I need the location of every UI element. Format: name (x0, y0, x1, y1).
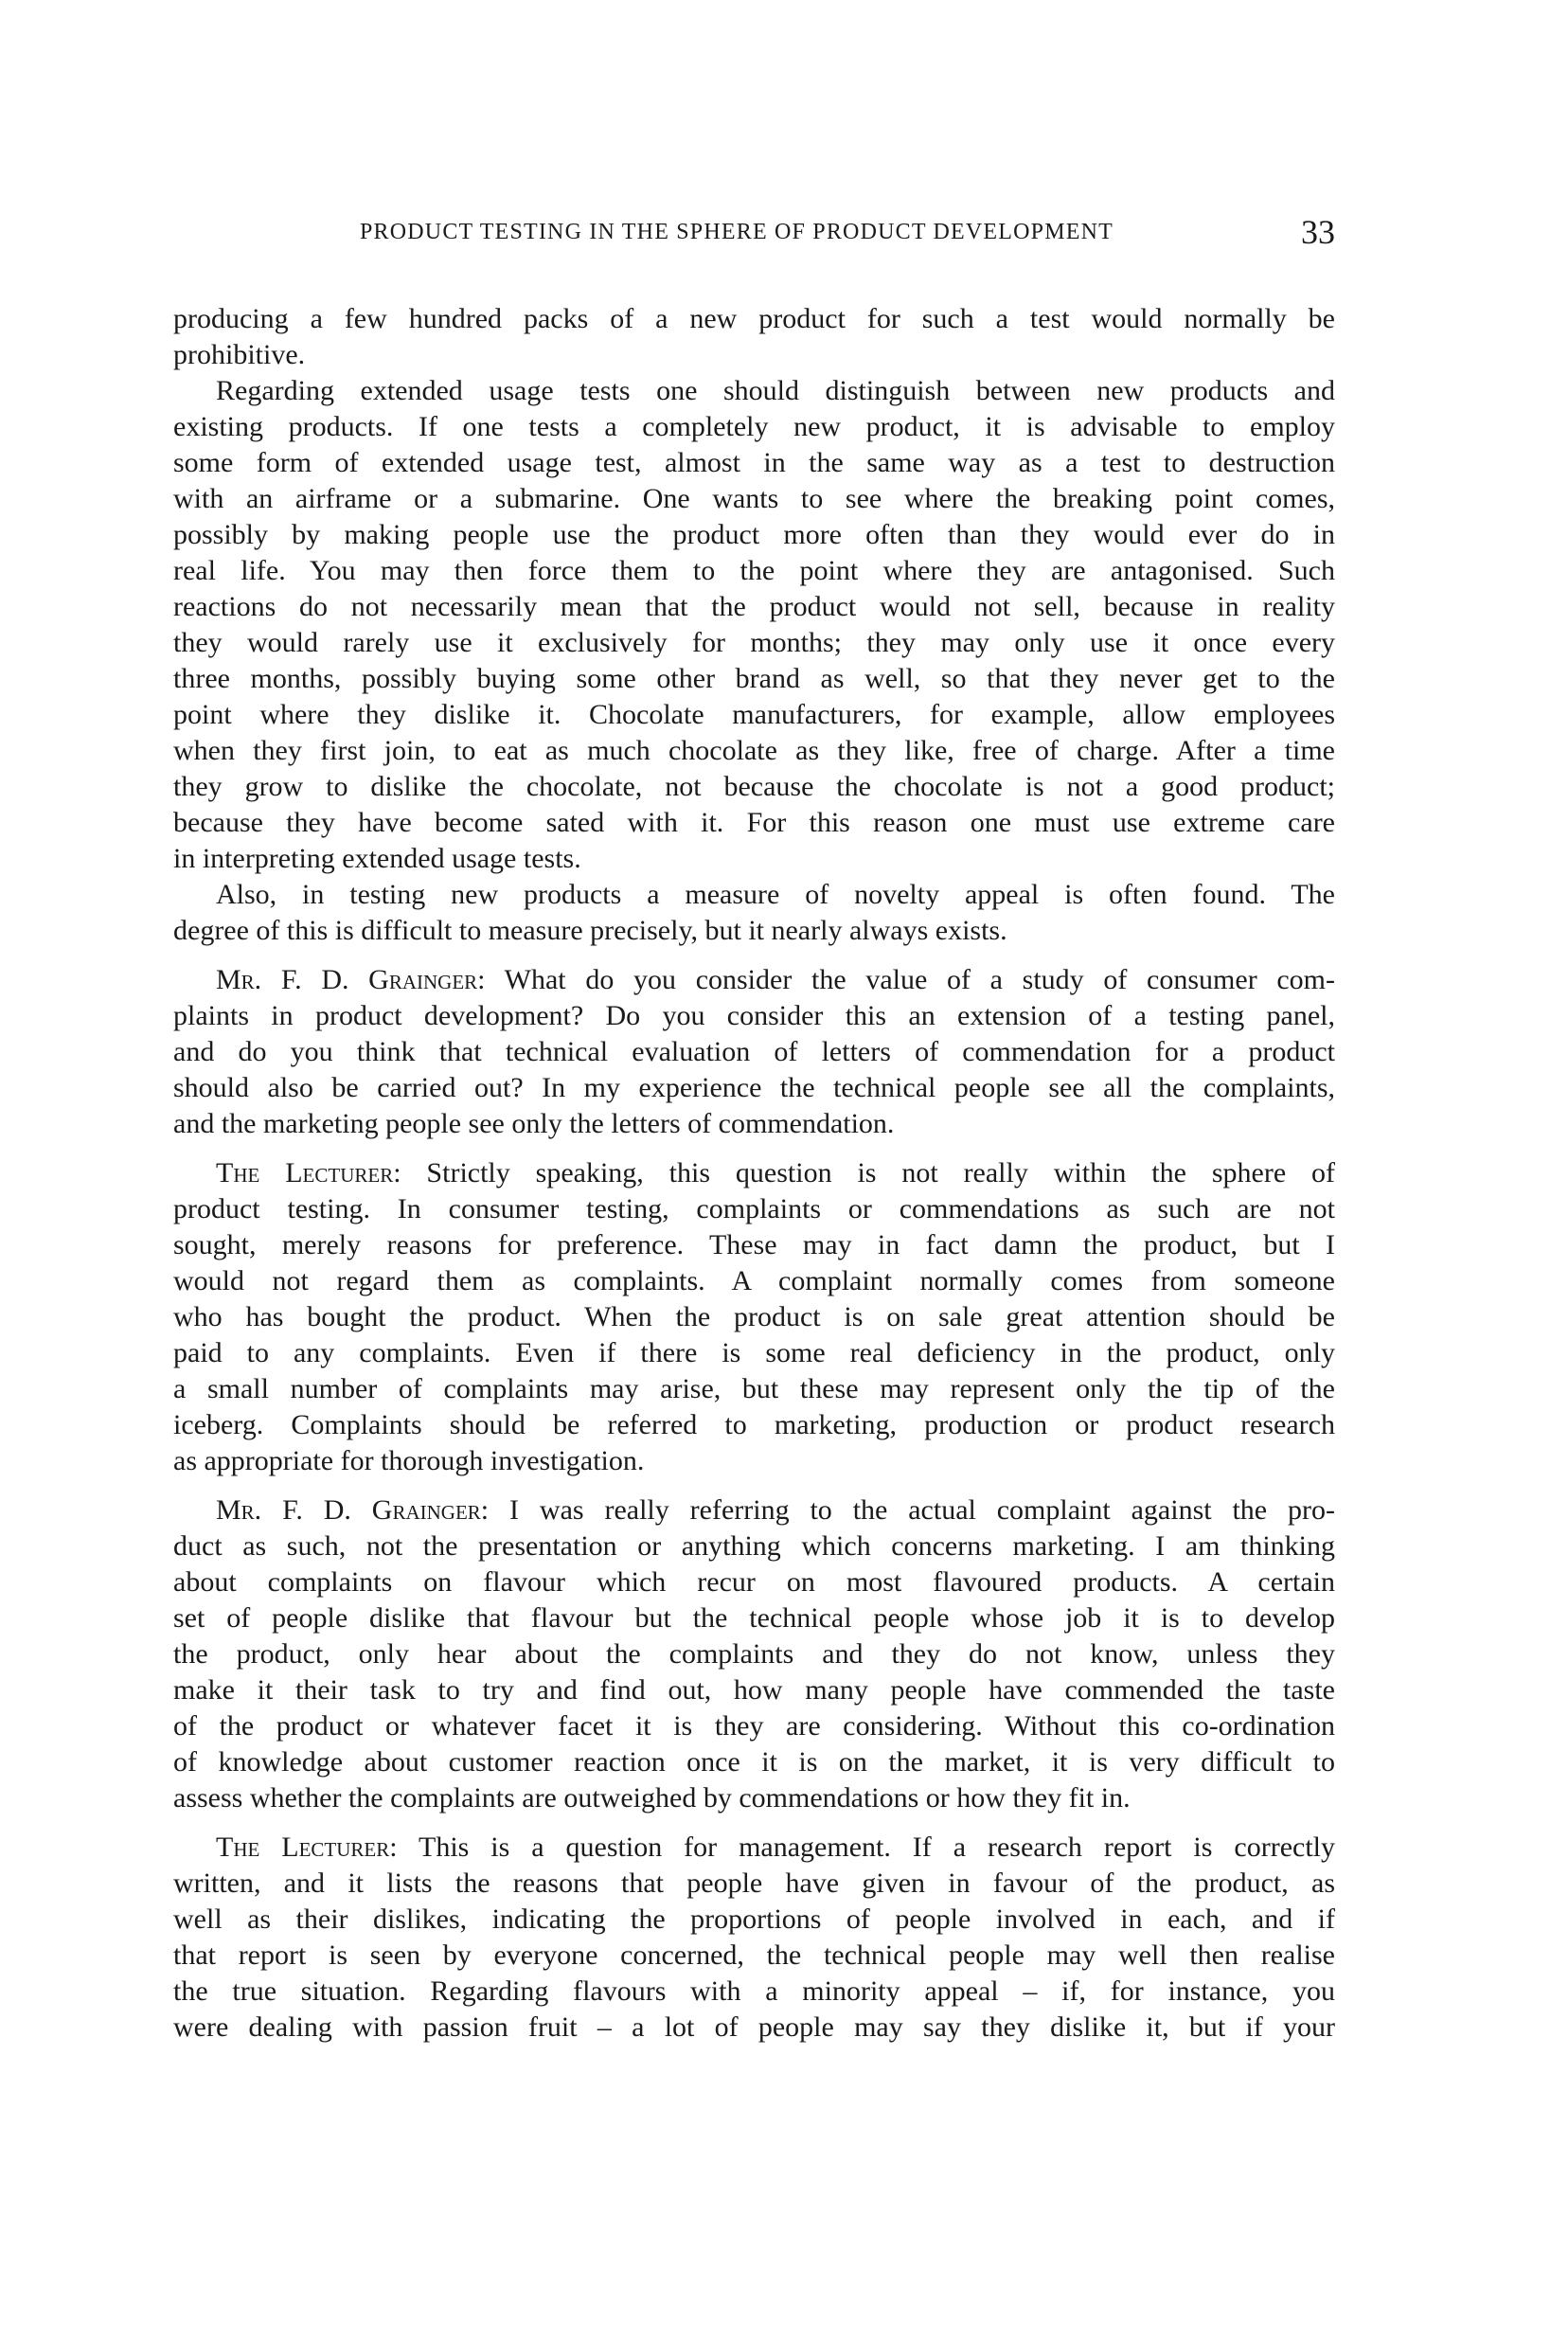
text-line: make it their task to try and find out, how many people have commended the taste (173, 1674, 1335, 1706)
text-line: product testing. In consumer testing, complaints or commendations as such are not (173, 1193, 1335, 1224)
text-line: were dealing with passion fruit – a lot of people may say they dislike it, but if your (173, 2011, 1335, 2043)
text-line: because they have become sated with it. For this reason one must use extreme care (173, 807, 1335, 838)
text-line: when they first join, to eat as much chocolate as they like, free of charge. After a time (173, 735, 1335, 766)
text-line: would not regard them as complaints. A complaint normally comes from someone (173, 1265, 1335, 1296)
text-line: written, and it lists the reasons that people have given in favour of the product, as (173, 1867, 1335, 1899)
speech-text: Strictly speaking, this question is not really within the sphere of (401, 1157, 1336, 1188)
speaker-name: The Lecturer: (216, 1832, 398, 1863)
dialogue-paragraph (173, 1155, 1335, 1479)
speaker-name: Mr. F. D. Grainger: (216, 1494, 490, 1526)
text-line: about complaints on flavour which recur on most flavoured products. A certain (173, 1566, 1335, 1598)
dialogue-paragraph (173, 1830, 1335, 2046)
text-line: some form of extended usage test, almost in the same way as a test to destruction (173, 447, 1335, 478)
paragraph (173, 301, 1335, 373)
text-line: real life. You may then force them to the point where they are antagonised. Such (173, 555, 1335, 586)
text-line: with an airframe or a submarine. One wants to see where the breaking point comes, (173, 483, 1335, 514)
text-line: point where they dislike it. Chocolate manufacturers, for example, allow employees (173, 699, 1335, 730)
text-line: paid to any complaints. Even if there is some real deficiency in the product, only (173, 1337, 1335, 1368)
text-line: and the marketing people see only the letters of commendation. (173, 1108, 895, 1139)
text-line: sought, merely reasons for preference. These may in fact damn the product, but I (173, 1229, 1335, 1260)
text-line (173, 962, 1335, 998)
text-line: degree of this is difficult to measure precisely, but it nearly always exists. (173, 915, 1007, 946)
text-line: possibly by making people use the product more often than they would ever do in (173, 519, 1335, 550)
text-line: the product, only hear about the complaints and they do not know, unless they (173, 1638, 1335, 1670)
text-line: that report is seen by everyone concerned, the technical people may well then realise (173, 1939, 1335, 1971)
text-line: Regarding extended usage tests one should distinguish between new products and (216, 375, 1335, 406)
paragraph (173, 373, 1335, 877)
text-line: existing products. If one tests a completely new product, it is advisable to employ (173, 411, 1335, 442)
text-line: the true situation. Regarding flavours with a minority appeal – if, for instance, you (173, 1975, 1335, 2007)
text-line: iceberg. Complaints should be referred to marketing, production or product research (173, 1409, 1335, 1440)
body-text (173, 301, 1335, 2046)
text-line: assess whether the complaints are outweighed by commendations or how they fit in. (173, 1782, 1131, 1814)
text-line: as appropriate for thorough investigation. (173, 1445, 645, 1476)
text-line: of knowledge about customer reaction once it is on the market, it is very difficult to (173, 1746, 1335, 1778)
text-line: well as their dislikes, indicating the proportions of people involved in each, and if (173, 1903, 1335, 1935)
paragraph (173, 877, 1335, 949)
speech-text: This is a question for management. If a research report is correctly (397, 1832, 1335, 1863)
text-line (173, 1492, 1335, 1528)
speaker-name: Mr. F. D. Grainger: (216, 964, 486, 995)
page-number: 33 (1301, 213, 1335, 251)
running-title: PRODUCT TESTING IN THE SPHERE OF PRODUCT DEVELOPMENT (359, 220, 1114, 244)
dialogue-paragraph (173, 962, 1335, 1142)
text-line: who has bought the product. When the product is on sale great attention should be (173, 1301, 1335, 1332)
text-line: prohibitive. (173, 339, 306, 370)
text-line: producing a few hundred packs of a new product for such a test would normally be (173, 303, 1335, 334)
speech-text: I was really referring to the actual complaint against the pro- (489, 1494, 1335, 1526)
text-line: a small number of complaints may arise, but these may represent only the tip of the (173, 1373, 1335, 1404)
text-line: reactions do not necessarily mean that the product would not sell, because in reality (173, 591, 1335, 622)
running-header (173, 212, 1335, 254)
speech-text: What do you consider the value of a study of consumer com- (485, 964, 1336, 995)
text-line: should also be carried out? In my experience the technical people see all the complaints, (173, 1072, 1335, 1103)
text-line: they would rarely use it exclusively for months; they may only use it once every (173, 627, 1335, 658)
text-line: and do you think that technical evaluation of letters of commendation for a product (173, 1036, 1335, 1067)
text-line: they grow to dislike the chocolate, not because the chocolate is not a good product; (173, 771, 1335, 802)
text-line (173, 1830, 1335, 1866)
text-line: duct as such, not the presentation or anything which concerns marketing. I am thinking (173, 1530, 1335, 1562)
speaker-name: The Lecturer: (216, 1157, 401, 1188)
text-line: plaints in product development? Do you consider this an extension of a testing panel, (173, 1000, 1335, 1031)
text-line: in interpreting extended usage tests. (173, 843, 581, 874)
text-line: three months, possibly buying some other brand as well, so that they never get to the (173, 663, 1335, 694)
text-line (173, 1155, 1335, 1191)
dialogue-paragraph (173, 1492, 1335, 1816)
text-line: of the product or whatever facet it is they are considering. Without this co-ordination (173, 1710, 1335, 1742)
text-line: Also, in testing new products a measure of novelty appeal is often found. The (216, 879, 1335, 910)
text-line: set of people dislike that flavour but the technical people whose job it is to develop (173, 1602, 1335, 1634)
